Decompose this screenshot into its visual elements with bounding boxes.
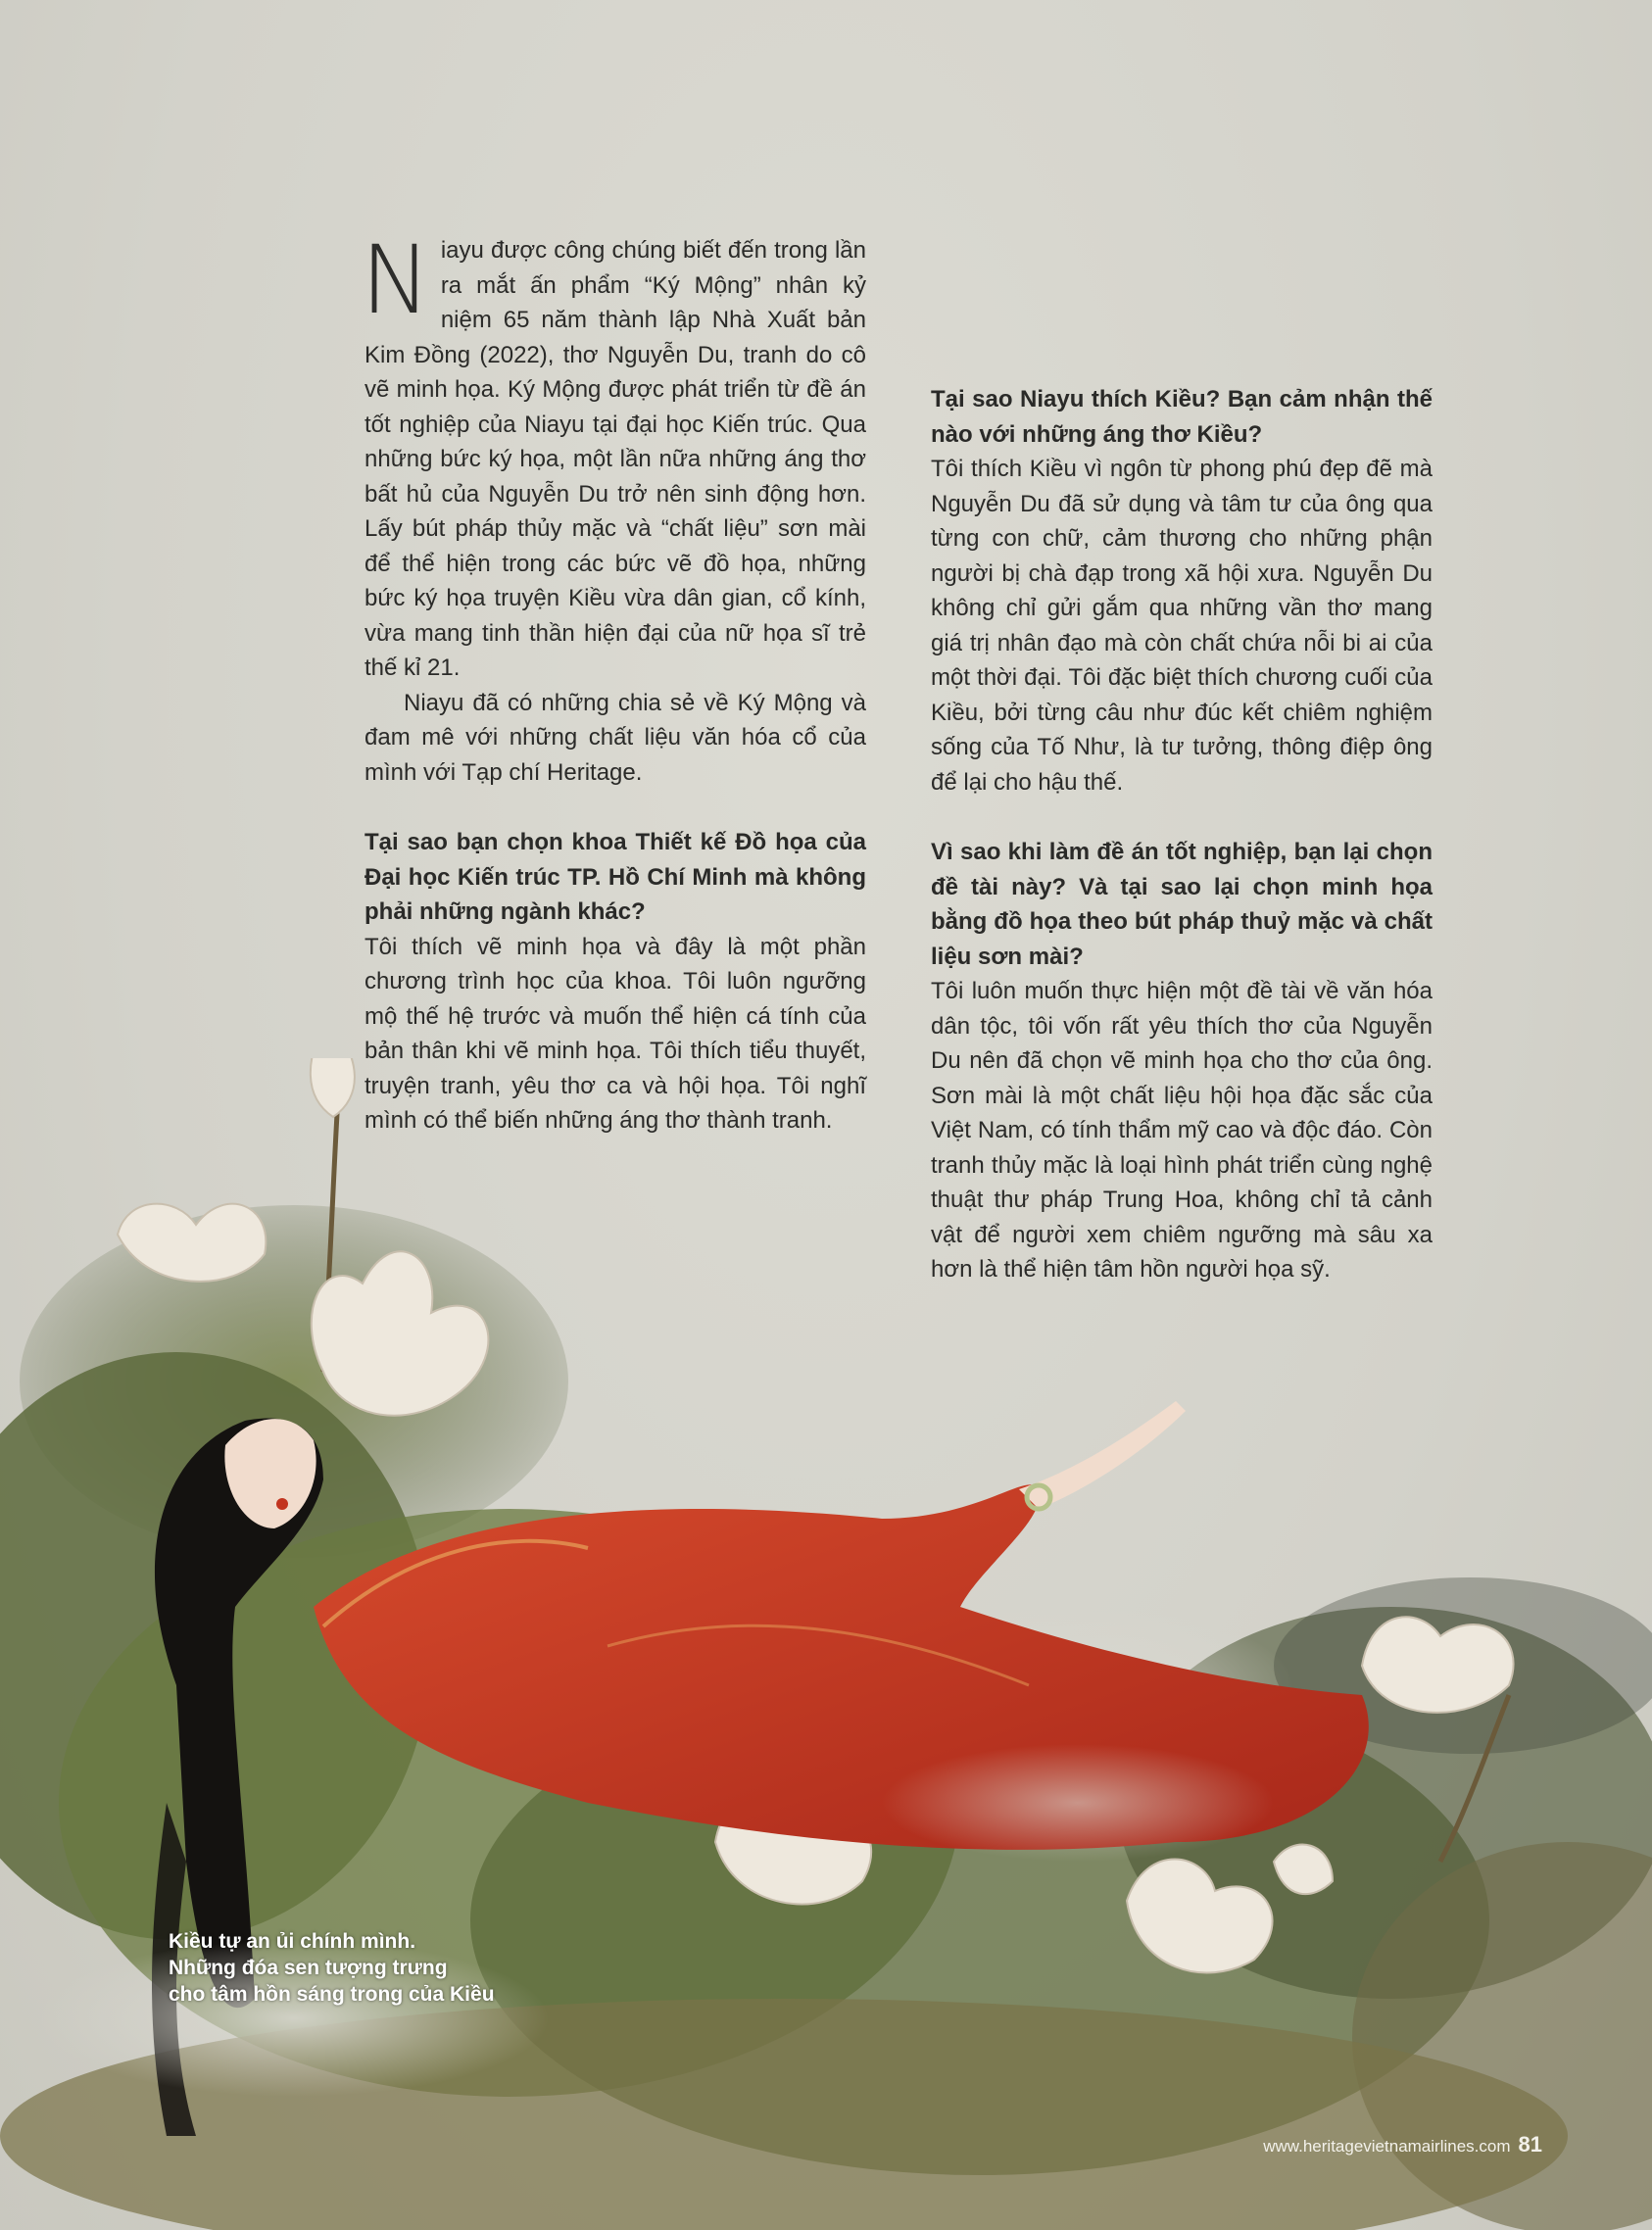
answer-3: Tôi luôn muốn thực hiện một đề tài về văn hóa dân tộc, tôi vốn rất yêu thích thơ của Nguyễn Du nên đã chọn vẽ minh họa cho thơ của ông. Sơn mài là một chất liệu hội họa đặc sắc của Việt Nam, có tính thẩm mỹ cao và độc đáo. Còn tranh thủy mặc là loại hình phát triển cùng nghệ thuật thư pháp Trung Hoa, không chỉ tả cảnh vật để người xem chiêm ngưỡng mà sâu xa hơn là thể hiện tâm hồn người họa sỹ. bbox=[931, 978, 1433, 1283]
paragraph-2: Niayu đã có những chia sẻ về Ký Mộng và đam mê với những chất liệu văn hóa cổ của mình với Tạp chí Heritage. bbox=[364, 689, 866, 786]
answer-1: Tôi thích vẽ minh họa và đây là một phần chương trình học của khoa. Tôi luôn ngưỡng mộ thế hệ trước và muốn thể hiện cá tính của bản thân khi vẽ minh họa. Tôi thích tiểu thuyết, truyện tranh, yêu thơ ca và hội họa. Tôi nghĩ mình có thể biến những áng thơ thành tranh. bbox=[364, 933, 866, 1134]
question-3: Vì sao khi làm đề án tốt nghiệp, bạn lại chọn đề tài này? Và tại sao lại chọn minh họa bằng đồ họa theo bút pháp thuỷ mặc và chất liệu sơn mài? bbox=[931, 839, 1433, 970]
caption-line-2: Những đóa sen tượng trưng bbox=[169, 1957, 448, 1979]
page-footer bbox=[1263, 2132, 1542, 2157]
question-1: Tại sao bạn chọn khoa Thiết kế Đồ họa của Đại học Kiến trúc TP. Hồ Chí Minh mà không phải những ngành khác? bbox=[364, 829, 866, 925]
question-2: Tại sao Niayu thích Kiều? Bạn cảm nhận thế nào với những áng thơ Kiều? bbox=[931, 386, 1433, 448]
answer-2: Tôi thích Kiều vì ngôn từ phong phú đẹp đẽ mà Nguyễn Du đã sử dụng và tâm tư của ông qua từng con chữ, cảm thương cho những phận người bị chà đạp trong xã hội xưa. Nguyễn Du không chỉ gửi gắm qua những vần thơ mang giá trị nhân đạo mà còn chất chứa nỗi bi ai của một thời đại. Tôi đặc biệt thích chương cuối của Kiều, bởi từng câu như đúc kết chiêm nghiệm sống của Tố Như, là tư tưởng, thông điệp ông để lại cho hậu thế. bbox=[931, 456, 1433, 796]
kieu-illustration bbox=[0, 1058, 1652, 2230]
caption-line-3: cho tâm hồn sáng trong của Kiều bbox=[169, 1983, 495, 2006]
page-number: 81 bbox=[1518, 2132, 1542, 2157]
caption-line-1: Kiều tự an ủi chính mình. bbox=[169, 1930, 416, 1953]
drop-cap: N bbox=[361, 225, 431, 335]
article-column-left bbox=[361, 225, 866, 1139]
website-url[interactable]: www.heritagevietnamairlines.com bbox=[1263, 2137, 1511, 2156]
earring bbox=[276, 1498, 288, 1510]
arm bbox=[1019, 1401, 1186, 1509]
intro-text: iayu được công chúng biết đến trong lần ra mắt ấn phẩm “Ký Mộng” nhân kỷ niệm 65 năm thành lập Nhà Xuất bản Kim Đồng (2022), thơ Nguyễn Du, tranh do cô vẽ minh họa. Ký Mộng được phát triển từ đề án tốt nghiệp của Niayu tại đại học Kiến trúc. Qua những bức ký họa, một lần nữa những áng thơ bất hủ của Nguyễn Du trở nên sinh động hơn. Lấy bút pháp thủy mặc và “chất liệu” sơn mài để thể hiện trong các bức vẽ đồ họa, những bức ký họa truyện Kiều vừa dân gian, cổ kính, vừa mang tinh thần hiện đại của nữ họa sĩ trẻ thế kỉ 21. bbox=[364, 237, 866, 681]
paragraph-intro bbox=[361, 225, 866, 686]
image-caption bbox=[169, 1928, 541, 2008]
